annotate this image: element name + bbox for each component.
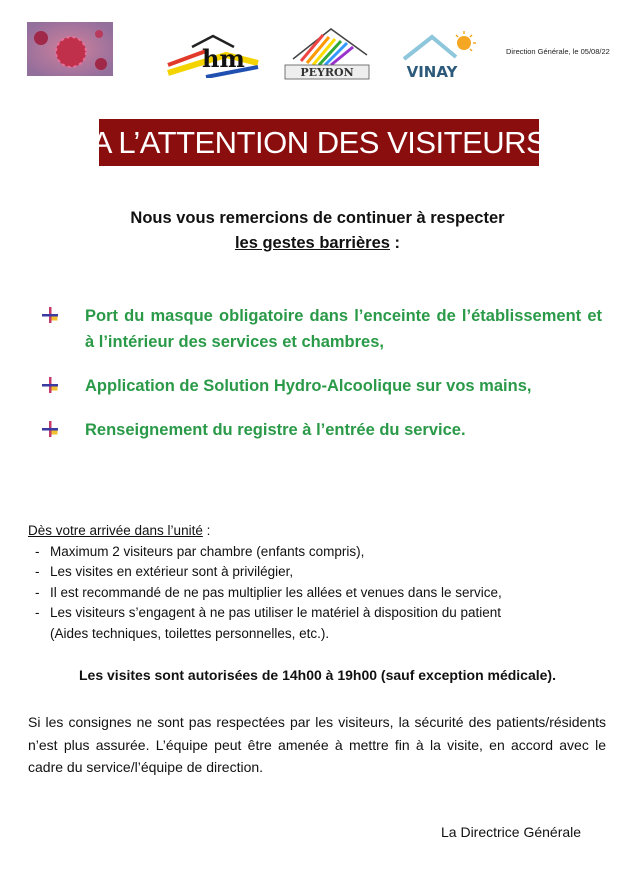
page-title: A L’ATTENTION DES VISITEURS bbox=[91, 124, 547, 160]
arrival-continuation: (Aides techniques, toilettes personnelles, etc.). bbox=[50, 625, 330, 641]
intro-line-2-underlined: les gestes barrières bbox=[234, 234, 390, 252]
bullet-cross-icon bbox=[42, 421, 58, 437]
vinay-logo-text: VINAY bbox=[406, 63, 458, 81]
hospital-logo bbox=[166, 33, 260, 78]
intro-line-2-suffix: : bbox=[389, 234, 401, 252]
date-note: Direction Générale, le 05/08/22 bbox=[506, 47, 610, 56]
peyron-logo bbox=[283, 25, 371, 81]
arrival-item: - Il est recommandé de ne pas multiplier les allées et venues dans le service, bbox=[28, 583, 598, 604]
signature: La Directrice Générale bbox=[441, 824, 582, 840]
intro-line-2 bbox=[0, 231, 635, 256]
arrival-heading: Dès votre arrivée dans l’unité : bbox=[28, 523, 211, 538]
arrival-item: - Les visites en extérieur sont à privilégier, bbox=[28, 562, 598, 583]
arrival-list bbox=[28, 542, 598, 624]
bullet-item bbox=[42, 303, 602, 355]
consignes-paragraph: Si les consignes ne sont pas respectées par les visiteurs, la sécurité des patients/résidents n’est plus assurée. L’équipe peut être amenée à mettre fin à la visite, en accord avec le cadre du service/l’équipe de direction. bbox=[28, 714, 606, 775]
bullet-list bbox=[42, 303, 602, 443]
intro bbox=[0, 206, 635, 256]
arrival-item: - Les visiteurs s’engagent à ne pas utiliser le matériel à disposition du patient bbox=[28, 603, 598, 624]
bullet-cross-icon bbox=[42, 307, 58, 323]
intro-line-1: Nous vous remercions de continuer à respecter bbox=[130, 209, 505, 227]
arrival-section bbox=[28, 521, 598, 644]
bullet-text: Application de Solution Hydro-Alcoolique sur vos mains, bbox=[85, 377, 532, 395]
bullet-cross-icon bbox=[42, 377, 58, 393]
title-banner bbox=[91, 119, 547, 166]
bullet-text: Port du masque obligatoire dans l’enceinte de l’établissement et à l’intérieur des services et chambres, bbox=[85, 307, 602, 351]
visiting-hours: Les visites sont autorisées de 14h00 à 19h00 (sauf exception médicale). bbox=[79, 667, 556, 683]
peyron-logo-text: PEYRON bbox=[300, 66, 354, 79]
arrival-item: - Maximum 2 visiteurs par chambre (enfants compris), bbox=[28, 542, 598, 563]
vinay-logo bbox=[400, 29, 480, 81]
bullet-text: Renseignement du registre à l’entrée du service. bbox=[85, 421, 466, 439]
hospital-logo-text: hm bbox=[202, 44, 245, 73]
bullet-item bbox=[42, 373, 602, 399]
bullet-item bbox=[42, 417, 602, 443]
virus-image bbox=[27, 22, 113, 76]
